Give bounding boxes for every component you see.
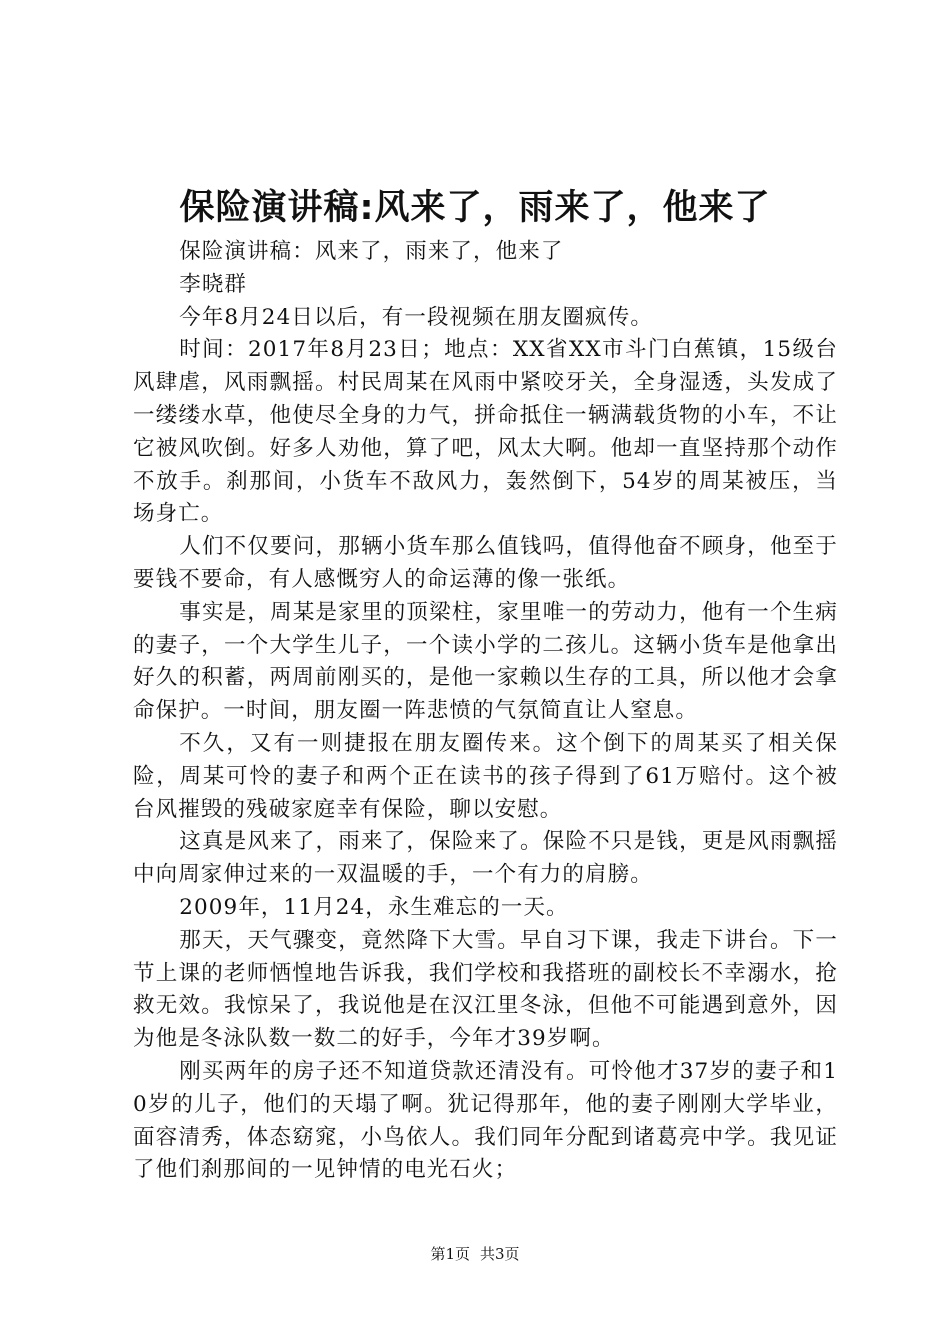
document-title: 保险演讲稿:风来了，雨来了，他来了 [179, 188, 771, 228]
paragraph: 时间：2017年8月23日；地点：XX省XX市斗门白蕉镇，15级台风肆虐，风雨飘摇。村民周某在风雨中紧咬牙关，全身湿透，头发成了一缕缕水草，他使尽全身的力气，拼命抵住一辆满载货物的小车，不让它被风吹倒。好多人劝他，算了吧，风太大啊。他却一直坚持那个动作不放手。刹那间，小货车不敌风力，轰然倒下，54岁的周某被压，当场身亡。 [133, 337, 838, 527]
paragraph-author: 李晓群 [179, 271, 248, 297]
paragraph: 2009年，11月24，永生难忘的一天。 [179, 894, 569, 920]
paragraph: 事实是，周某是家里的顶梁柱，家里唯一的劳动力，他有一个生病的妻子，一个大学生儿子，一个读小学的二孩儿。这辆小货车是他拿出好久的积蓄，两周前刚买的，是他一家赖以生存的工具，所以他才会拿命保护。一时间，朋友圈一阵悲愤的气氛简直让人窒息。 [133, 599, 838, 724]
paragraph: 刚买两年的房子还不知道贷款还清没有。可怜他才37岁的妻子和10岁的儿子，他们的天塌了啊。犹记得那年，他的妻子刚刚大学毕业，面容清秀，体态窈窕，小鸟依人。我们同年分配到诸葛亮中学。我见证了他们刹那间的一见钟情的电光石火； [133, 1058, 838, 1183]
document-body [133, 236, 838, 1187]
paragraph-subtitle: 保险演讲稿：风来了，雨来了，他来了 [179, 239, 564, 264]
page-total: 共3页 [480, 1245, 520, 1263]
page-number: 第1页 [430, 1245, 470, 1263]
paragraph: 人们不仅要问，那辆小货车那么值钱吗，值得他奋不顾身，他至于要钱不要命，有人感慨穷人的命运薄的像一张纸。 [133, 534, 838, 592]
page-footer [0, 1244, 950, 1264]
paragraph: 不久，又有一则捷报在朋友圈传来。这个倒下的周某买了相关保险，周某可怜的妻子和两个正在读书的孩子得到了61万赔付。这个被台风摧毁的残破家庭幸有保险，聊以安慰。 [133, 730, 838, 822]
paragraph: 那天，天气骤变，竟然降下大雪。早自习下课，我走下讲台。下一节上课的老师恓惶地告诉我，我们学校和我搭班的副校长不幸溺水，抢救无效。我惊呆了，我说他是在汉江里冬泳，但他不可能遇到意外，因为他是冬泳队数一数二的好手，今年才39岁啊。 [133, 927, 838, 1052]
paragraph: 今年8月24日以后，有一段视频在朋友圈疯传。 [179, 304, 653, 330]
paragraph: 这真是风来了，雨来了，保险来了。保险不只是钱，更是风雨飘摇中向周家伸过来的一双温暖的手，一个有力的肩膀。 [133, 829, 838, 888]
